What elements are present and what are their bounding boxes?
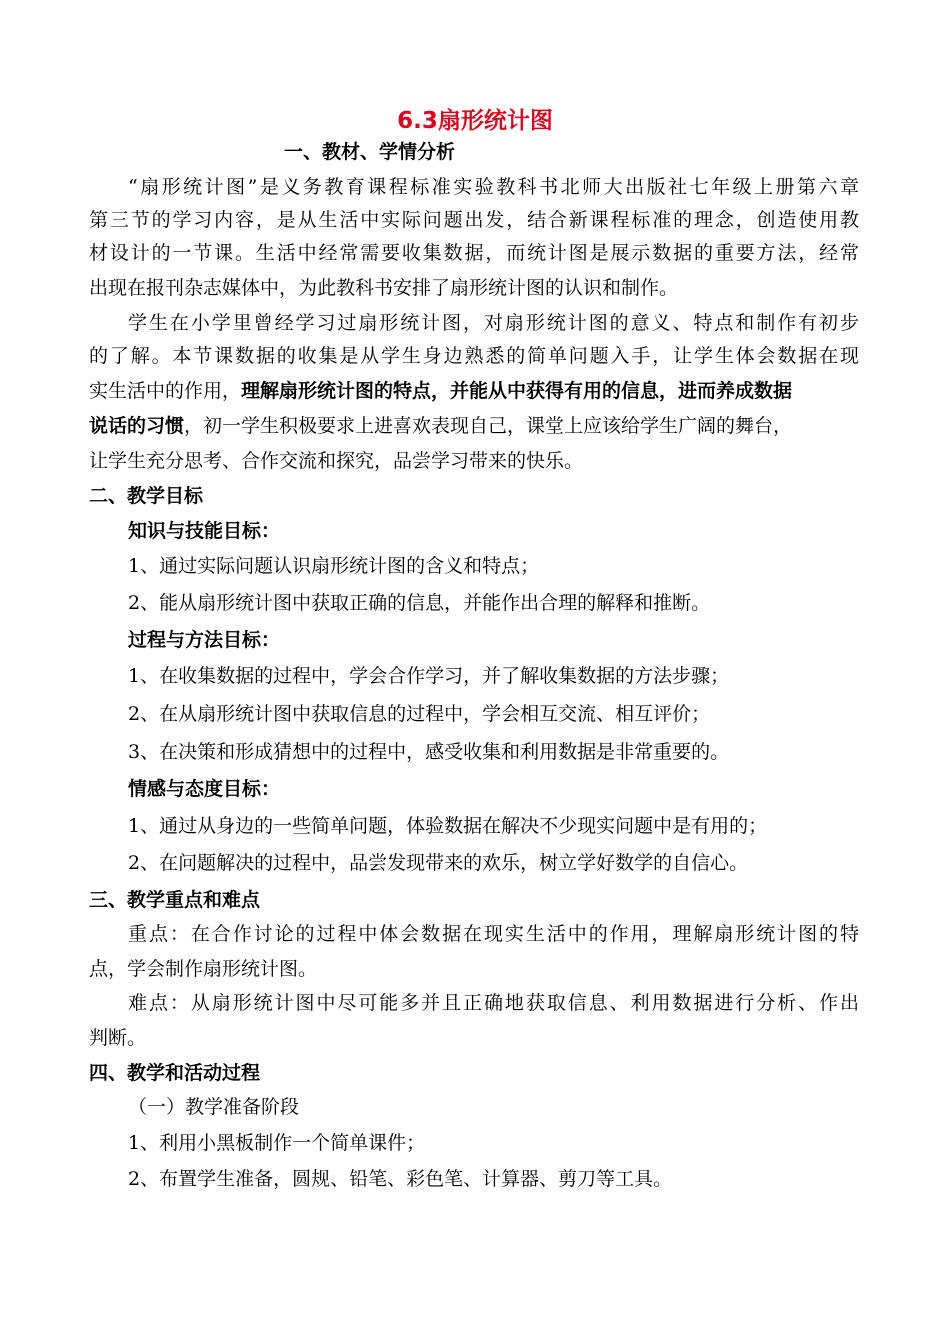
list-item: 2、在从扇形统计图中获取信息的过程中，学会相互交流、相互评价； [128,703,711,725]
list-item: 3、在决策和形成猜想中的过程中，感受收集和利用数据是非常重要的。 [128,741,730,763]
list-item: 1、利用小黑板制作一个简单课件； [128,1132,426,1154]
list-item: 2、在问题解决的过程中，品尝发现带来的欢乐，树立学好数学的自信心。 [128,852,749,874]
paragraph-line: 第三节的学习内容，是从生活中实际问题出发，结合新课程标准的理念，创造使用教 [89,209,859,231]
paragraph-line: 材设计的一节课。生活中经常需要收集数据，而统计图是展示数据的重要方法，经常 [89,242,859,264]
paragraph-line: 学生在小学里曾经学习过扇形统计图，对扇形统计图的意义、特点和制作有初步 [128,312,859,334]
paragraph-line: 难点：从扇形统计图中尽可能多并且正确地获取信息、利用数据进行分析、作出 [128,992,859,1014]
subheading: 知识与技能目标： [128,520,281,542]
list-item: 1、通过从身边的一些简单问题，体验数据在解决不少现实问题中是有用的； [128,815,768,837]
document-title: 6.3扇形统计图 [397,108,553,134]
section-heading-4: 四、教学和活动过程 [89,1062,261,1084]
subheading: （一）教学准备阶段 [128,1096,300,1118]
paragraph-line: 点，学会制作扇形统计图。 [89,958,318,980]
list-item: 1、在收集数据的过程中，学会合作学习，并了解收集数据的方法步骤； [128,665,730,687]
subheading: 过程与方法目标： [128,629,281,651]
emphasis-text: 理解扇形统计图的特点，并能从中获得有用的信息，进而养成数据 [241,380,793,402]
paragraph-text: 实生活中的作用， [89,380,242,402]
subheading: 情感与态度目标： [128,778,281,800]
paragraph-line: 判断。 [89,1027,147,1049]
paragraph-line: 让学生充分思考、合作交流和探究，品尝学习带来的快乐。 [89,450,584,472]
paragraph-line: 的了解。本节课数据的收集是从学生身边熟悉的简单问题入手，让学生体会数据在现 [89,345,859,367]
list-item: 2、布置学生准备，圆规、铅笔、彩色笔、计算器、剪刀等工具。 [128,1168,673,1190]
section-heading-1: 一、教材、学情分析 [284,141,456,163]
paragraph-line [89,412,792,440]
section-heading-3: 三、教学重点和难点 [89,889,261,911]
list-item: 1、通过实际问题认识扇形统计图的含义和特点； [128,555,540,577]
paragraph-line: 重点：在合作讨论的过程中体会数据在现实生活中的作用，理解扇形统计图的特 [128,923,859,945]
paragraph-line [89,377,792,405]
paragraph-text: ，初一学生积极要求上进喜欢表现自己，课堂上应该给学生广阔的舞台， [184,415,793,437]
list-item: 2、能从扇形统计图中获取正确的信息，并能作出合理的解释和推断。 [128,592,711,614]
emphasis-text: 说话的习惯 [89,415,185,437]
paragraph-line: 出现在报刊杂志媒体中，为此教科书安排了扇形统计图的认识和制作。 [89,277,679,299]
paragraph-line: “扇形统计图”是义务教育课程标准实验教科书北师大出版社七年级上册第六章 [128,176,859,198]
section-heading-2: 二、教学目标 [89,485,204,507]
